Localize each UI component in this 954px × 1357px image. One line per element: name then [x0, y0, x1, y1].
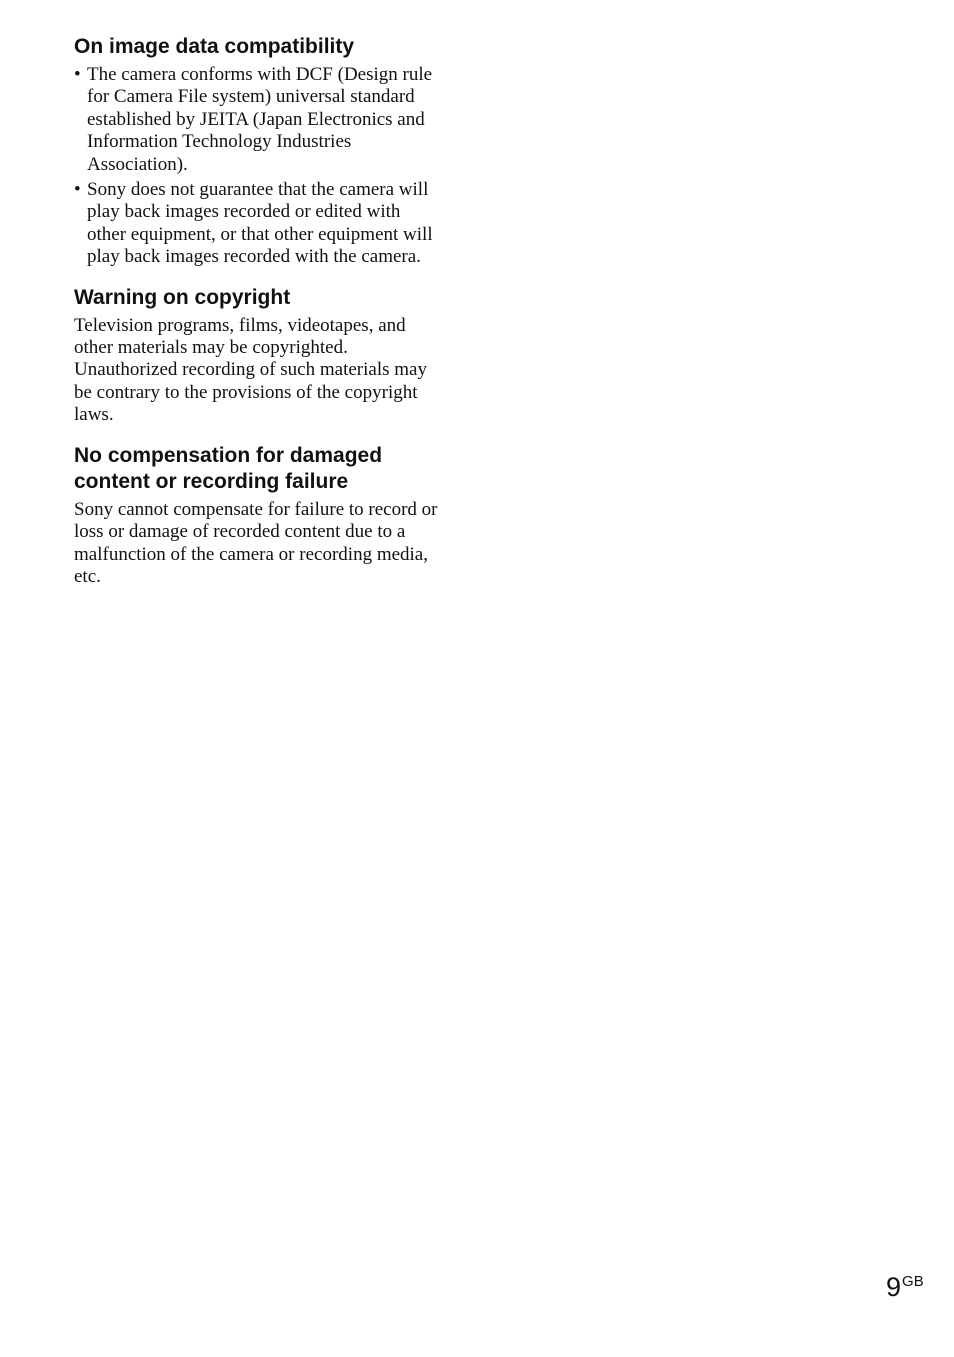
list-item-text: The camera conforms with DCF (Design rule for Camera File system) universal standard established by JEITA (Japan Electronics and Information Technology Industries Association). — [87, 64, 433, 175]
section-heading: On image data compatibility — [74, 35, 355, 58]
page-number — [886, 1264, 924, 1305]
section-paragraph: Sony cannot compensate for failure to record or loss or damage of recorded content due to a malfunction of the camera or recording media, etc. — [74, 498, 438, 587]
page-number-value: 9 — [886, 1272, 902, 1302]
bullet-list — [74, 64, 444, 269]
section-image-data-compatibility — [74, 34, 444, 269]
bullet-icon: • — [74, 64, 81, 85]
section-heading: No compensation for damaged content or recording failure — [74, 443, 383, 493]
content-column — [74, 34, 444, 604]
section-warning-on-copyright — [74, 285, 444, 427]
section-no-compensation — [74, 443, 444, 589]
section-heading: Warning on copyright — [74, 285, 291, 309]
list-item — [74, 179, 444, 269]
list-item — [74, 64, 444, 176]
page-language-suffix: GB — [902, 1273, 924, 1290]
bullet-icon: • — [74, 179, 81, 201]
list-item-text: Sony does not guarantee that the camera will play back images recorded or edited with other equipment, or that other equipment will play back images recorded with the camera. — [87, 179, 433, 268]
section-paragraph: Television programs, films, videotapes, and other materials may be copyrighted. Unauthorized recording of such materials may be contrary to the provisions of the copyright laws. — [74, 314, 427, 426]
